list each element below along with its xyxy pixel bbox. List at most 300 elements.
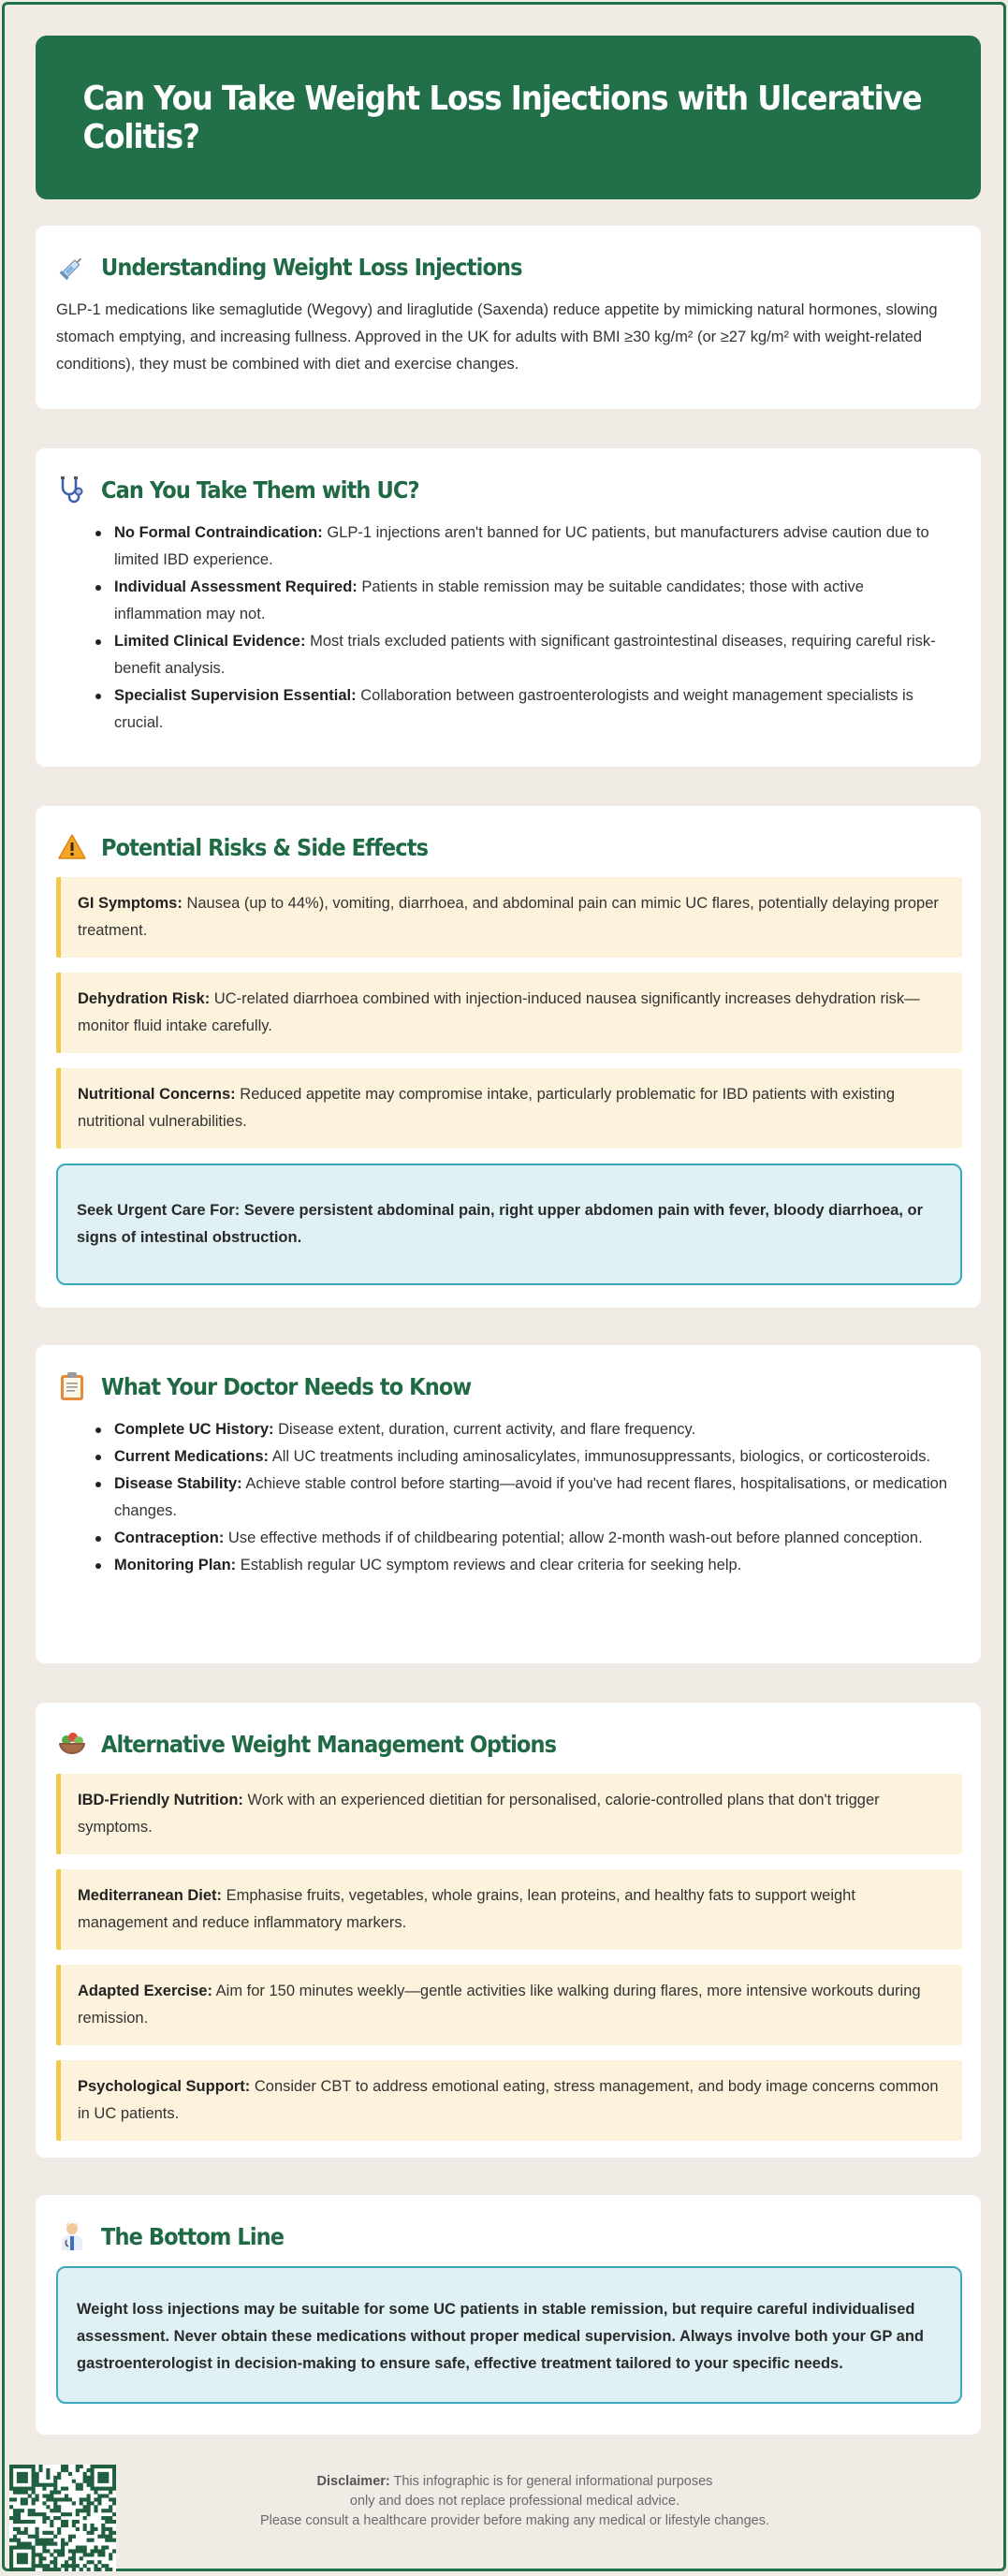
qr-module — [24, 2545, 28, 2549]
qr-module — [32, 2535, 36, 2539]
qr-module — [109, 2509, 112, 2512]
qr-module — [72, 2535, 76, 2539]
qr-module — [83, 2564, 87, 2568]
qr-module — [50, 2483, 53, 2487]
qr-module — [112, 2480, 116, 2483]
qr-module — [13, 2497, 17, 2501]
qr-module — [80, 2549, 83, 2553]
qr-module — [17, 2556, 21, 2560]
qr-module — [83, 2524, 87, 2527]
qr-module — [21, 2568, 24, 2571]
qr-module — [28, 2487, 32, 2491]
qr-module — [38, 2560, 42, 2564]
qr-module — [83, 2549, 87, 2553]
qr-module — [80, 2497, 83, 2501]
qr-module — [68, 2556, 72, 2560]
bullet-list — [56, 1416, 962, 1579]
option-callout: IBD-Friendly Nutrition: Work with an experienced dietitian for personalised, calorie-controlled plans that don't trigger symptoms. — [56, 1774, 962, 1854]
qr-module — [105, 2527, 109, 2531]
qr-module — [109, 2568, 112, 2571]
qr-module — [42, 2516, 46, 2520]
qr-module — [17, 2512, 21, 2516]
qr-module — [24, 2568, 28, 2571]
qr-module — [61, 2549, 65, 2553]
qr-module — [32, 2472, 36, 2476]
qr-module — [72, 2553, 76, 2556]
qr-module — [32, 2483, 36, 2487]
qr-module — [65, 2542, 68, 2546]
qr-module — [42, 2487, 46, 2491]
qr-module — [83, 2497, 87, 2501]
qr-module — [50, 2531, 53, 2535]
qr-module — [72, 2524, 76, 2527]
qr-module — [57, 2527, 61, 2531]
qr-module — [38, 2539, 42, 2542]
qr-module — [94, 2491, 97, 2495]
qr-module — [83, 2472, 87, 2476]
qr-module — [65, 2512, 68, 2516]
qr-module — [57, 2491, 61, 2495]
qr-module — [42, 2494, 46, 2497]
qr-module — [32, 2556, 36, 2560]
qr-module — [97, 2497, 101, 2501]
qr-module — [112, 2468, 116, 2472]
qr-module — [90, 2527, 94, 2531]
qr-module — [21, 2542, 24, 2546]
qr-module — [68, 2549, 72, 2553]
qr-module — [90, 2487, 94, 2491]
qr-module — [72, 2560, 76, 2564]
qr-module — [105, 2568, 109, 2571]
qr-module — [46, 2516, 50, 2520]
qr-module — [112, 2549, 116, 2553]
qr-module — [36, 2476, 39, 2480]
qr-module — [94, 2487, 97, 2491]
qr-module — [17, 2487, 21, 2491]
qr-module — [21, 2465, 24, 2468]
qr-module — [21, 2520, 24, 2524]
qr-module — [87, 2553, 91, 2556]
qr-module — [109, 2491, 112, 2495]
section-header — [56, 1366, 962, 1407]
qr-module — [17, 2560, 21, 2564]
qr-module — [76, 2520, 80, 2524]
qr-module — [90, 2465, 94, 2468]
qr-module — [109, 2505, 112, 2509]
qr-module — [94, 2545, 97, 2549]
qr-module — [65, 2568, 68, 2571]
qr-module — [90, 2476, 94, 2480]
qr-module — [13, 2516, 17, 2520]
qr-module — [76, 2487, 80, 2491]
qr-module — [112, 2476, 116, 2480]
qr-module — [76, 2483, 80, 2487]
qr-module — [68, 2512, 72, 2516]
qr-module — [9, 2553, 13, 2556]
qr-module — [21, 2497, 24, 2501]
page-title: Can You Take Weight Loss Injections with Ulcerative Colitis? — [82, 79, 922, 156]
qr-module — [46, 2476, 50, 2480]
qr-module — [21, 2487, 24, 2491]
bottom-line-box: Weight loss injections may be suitable for some UC patients in stable remission, but require careful individualised assessment. Never obtain these medications without proper medical supervision. Always involve both your GP and gastroenterologist in decision-making to ensure safe, effective treatment tailored to your specific needs. — [56, 2266, 962, 2404]
list-item: Specialist Supervision Essential: Collaboration between gastroenterologists and weight management specialists is crucial. — [90, 682, 953, 737]
qr-module — [90, 2560, 94, 2564]
qr-module — [36, 2564, 39, 2568]
qr-module — [53, 2542, 57, 2546]
list-item: Complete UC History: Disease extent, duration, current activity, and flare frequency. — [90, 1416, 953, 1443]
qr-module — [32, 2553, 36, 2556]
qr-module — [61, 2564, 65, 2568]
qr-module — [57, 2516, 61, 2520]
qr-module — [28, 2535, 32, 2539]
qr-module — [57, 2472, 61, 2476]
qr-module — [109, 2556, 112, 2560]
qr-module — [46, 2531, 50, 2535]
qr-module — [90, 2549, 94, 2553]
qr-module — [24, 2531, 28, 2535]
section-can-you-take — [36, 448, 981, 767]
qr-module — [53, 2483, 57, 2487]
qr-module — [101, 2545, 105, 2549]
qr-module — [36, 2480, 39, 2483]
qr-module — [94, 2509, 97, 2512]
qr-module — [90, 2531, 94, 2535]
section-body: GLP-1 medications like semaglutide (Wegovy) and liraglutide (Saxenda) reduce appetite by mimicking natural hormones, slowing stomach emptying, and increasing fullness. Approved in the UK for adults with BMI ≥30 kg/m² (or ≥27 kg/m² with weight-related conditions), they must be combined with diet and exercise changes. — [56, 301, 938, 373]
qr-module — [101, 2494, 105, 2497]
qr-module — [9, 2472, 13, 2476]
qr-module — [32, 2512, 36, 2516]
qr-module — [97, 2549, 101, 2553]
qr-module — [101, 2549, 105, 2553]
qr-module — [109, 2527, 112, 2531]
qr-module — [36, 2494, 39, 2497]
qr-module — [87, 2476, 91, 2480]
section-understanding — [36, 226, 981, 409]
qr-module — [76, 2465, 80, 2468]
qr-module — [57, 2497, 61, 2501]
qr-module — [53, 2549, 57, 2553]
qr-module — [36, 2553, 39, 2556]
qr-module — [112, 2531, 116, 2535]
qr-module — [42, 2483, 46, 2487]
qr-module — [42, 2568, 46, 2571]
qr-module — [24, 2491, 28, 2495]
qr-module — [32, 2560, 36, 2564]
qr-module — [65, 2494, 68, 2497]
qr-module — [24, 2497, 28, 2501]
qr-module — [94, 2549, 97, 2553]
qr-module — [38, 2553, 42, 2556]
qr-module — [87, 2505, 91, 2509]
qr-module — [38, 2483, 42, 2487]
qr-module — [24, 2472, 28, 2476]
qr-module — [50, 2553, 53, 2556]
section-title: The Bottom Line — [101, 2222, 285, 2250]
qr-module — [36, 2472, 39, 2476]
qr-module — [53, 2491, 57, 2495]
page-header — [36, 36, 981, 199]
qr-module — [9, 2556, 13, 2560]
qr-module — [42, 2539, 46, 2542]
qr-module — [46, 2494, 50, 2497]
qr-module — [17, 2553, 21, 2556]
section-title: Alternative Weight Management Options — [101, 1730, 557, 1758]
qr-module — [21, 2560, 24, 2564]
qr-module — [21, 2509, 24, 2512]
qr-module — [32, 2549, 36, 2553]
qr-module — [9, 2480, 13, 2483]
list-item: Current Medications: All UC treatments including aminosalicylates, immunosuppressants, biologics, or corticosteroids. — [90, 1443, 953, 1471]
qr-module — [42, 2556, 46, 2560]
qr-module — [38, 2564, 42, 2568]
qr-module — [24, 2465, 28, 2468]
section-title: Can You Take Them with UC? — [101, 476, 419, 504]
qr-module — [97, 2560, 101, 2564]
qr-module — [72, 2501, 76, 2505]
qr-module — [9, 2465, 13, 2468]
qr-module — [46, 2539, 50, 2542]
qr-module — [68, 2539, 72, 2542]
qr-module — [83, 2476, 87, 2480]
qr-module — [50, 2520, 53, 2524]
list-item: No Formal Contraindication: GLP-1 injections aren't banned for UC patients, but manufacturers advise caution due to limited IBD experience. — [90, 520, 953, 574]
qr-module — [21, 2556, 24, 2560]
qr-module — [87, 2539, 91, 2542]
qr-module — [13, 2509, 17, 2512]
qr-module — [90, 2553, 94, 2556]
qr-module — [28, 2512, 32, 2516]
urgent-care-alert: Seek Urgent Care For: Severe persistent abdominal pain, right upper abdomen pain with fever, bloody diarrhoea, or signs of intestinal obstruction. — [56, 1164, 962, 1285]
qr-module — [83, 2509, 87, 2512]
qr-module — [50, 2491, 53, 2495]
qr-module — [46, 2472, 50, 2476]
qr-module — [68, 2564, 72, 2568]
qr-module — [101, 2527, 105, 2531]
qr-module — [21, 2472, 24, 2476]
qr-module — [72, 2568, 76, 2571]
qr-module — [21, 2553, 24, 2556]
qr-module — [87, 2483, 91, 2487]
qr-module — [17, 2516, 21, 2520]
qr-code[interactable] — [9, 2465, 116, 2571]
qr-module — [65, 2487, 68, 2491]
qr-module — [32, 2480, 36, 2483]
warning-icon — [56, 831, 88, 863]
qr-module — [50, 2542, 53, 2546]
section-title: What Your Doctor Needs to Know — [101, 1372, 472, 1400]
qr-module — [101, 2509, 105, 2512]
qr-module — [83, 2505, 87, 2509]
section-title: Potential Risks & Side Effects — [101, 833, 429, 861]
qr-module — [13, 2465, 17, 2468]
qr-module — [53, 2501, 57, 2505]
clipboard-icon — [56, 1370, 88, 1402]
disclaimer: Disclaimer: This infographic is for general informational purposes only and does not replace professional medical advice. Please consult a healthcare provider before making any medical or lifestyle changes. — [259, 2474, 770, 2528]
qr-module — [112, 2465, 116, 2468]
salad-icon — [56, 1728, 88, 1760]
qr-module — [9, 2564, 13, 2568]
qr-module — [80, 2556, 83, 2560]
qr-module — [90, 2480, 94, 2483]
qr-module — [57, 2568, 61, 2571]
qr-module — [24, 2527, 28, 2531]
page-frame — [2, 2, 1006, 2571]
qr-module — [53, 2564, 57, 2568]
qr-module — [36, 2497, 39, 2501]
qr-module — [28, 2509, 32, 2512]
qr-module — [42, 2545, 46, 2549]
qr-module — [38, 2556, 42, 2560]
qr-module — [24, 2542, 28, 2546]
qr-module — [101, 2516, 105, 2520]
qr-module — [94, 2505, 97, 2509]
qr-module — [38, 2512, 42, 2516]
qr-module — [53, 2556, 57, 2560]
qr-module — [68, 2472, 72, 2476]
qr-module — [9, 2545, 13, 2549]
qr-module — [24, 2553, 28, 2556]
qr-module — [17, 2531, 21, 2535]
qr-module — [76, 2549, 80, 2553]
qr-module — [46, 2497, 50, 2501]
qr-module — [32, 2465, 36, 2468]
list-item: Monitoring Plan: Establish regular UC symptom reviews and clear criteria for seeking help. — [90, 1552, 953, 1579]
qr-module — [101, 2531, 105, 2535]
qr-module — [13, 2545, 17, 2549]
qr-module — [80, 2465, 83, 2468]
qr-module — [105, 2480, 109, 2483]
qr-module — [57, 2476, 61, 2480]
footer — [9, 2465, 1001, 2572]
qr-module — [13, 2535, 17, 2539]
qr-module — [105, 2545, 109, 2549]
qr-module — [90, 2539, 94, 2542]
qr-module — [24, 2520, 28, 2524]
qr-module — [105, 2465, 109, 2468]
qr-module — [109, 2465, 112, 2468]
risk-callout: Nutritional Concerns: Reduced appetite may compromise intake, particularly problematic for IBD patients with existing nutritional vulnerabilities. — [56, 1068, 962, 1149]
qr-module — [9, 2505, 13, 2509]
qr-module — [83, 2527, 87, 2531]
qr-module — [32, 2491, 36, 2495]
qr-module — [9, 2497, 13, 2501]
qr-module — [112, 2487, 116, 2491]
qr-module — [80, 2568, 83, 2571]
qr-module — [76, 2512, 80, 2516]
qr-module — [13, 2539, 17, 2542]
qr-module — [72, 2480, 76, 2483]
qr-module — [90, 2472, 94, 2476]
qr-module — [57, 2531, 61, 2535]
qr-module — [13, 2520, 17, 2524]
qr-module — [36, 2483, 39, 2487]
qr-module — [17, 2539, 21, 2542]
qr-module — [32, 2476, 36, 2480]
qr-module — [24, 2476, 28, 2480]
qr-module — [76, 2468, 80, 2472]
qr-module — [61, 2512, 65, 2516]
qr-module — [46, 2483, 50, 2487]
qr-module — [24, 2560, 28, 2564]
qr-module — [24, 2501, 28, 2505]
qr-module — [90, 2468, 94, 2472]
qr-module — [112, 2497, 116, 2501]
qr-module — [46, 2505, 50, 2509]
qr-module — [9, 2468, 13, 2472]
qr-module — [61, 2487, 65, 2491]
qr-module — [9, 2487, 13, 2491]
qr-module — [101, 2535, 105, 2539]
section-header — [56, 469, 962, 510]
qr-module — [112, 2539, 116, 2542]
section-doctor — [36, 1345, 981, 1663]
qr-module — [50, 2494, 53, 2497]
qr-module — [109, 2487, 112, 2491]
qr-module — [36, 2539, 39, 2542]
qr-module — [112, 2472, 116, 2476]
qr-module — [76, 2564, 80, 2568]
qr-module — [105, 2539, 109, 2542]
qr-module — [32, 2520, 36, 2524]
qr-module — [38, 2542, 42, 2546]
qr-module — [46, 2564, 50, 2568]
qr-module — [50, 2568, 53, 2571]
qr-module — [50, 2497, 53, 2501]
qr-module — [65, 2560, 68, 2564]
qr-module — [17, 2520, 21, 2524]
qr-module — [42, 2542, 46, 2546]
qr-module — [87, 2531, 91, 2535]
stethoscope-icon — [56, 474, 88, 505]
qr-module — [46, 2549, 50, 2553]
qr-module — [17, 2465, 21, 2468]
section-bottom-line — [36, 2195, 981, 2435]
qr-module — [105, 2520, 109, 2524]
qr-module — [97, 2465, 101, 2468]
qr-module — [112, 2501, 116, 2505]
qr-module — [105, 2487, 109, 2491]
qr-module — [72, 2520, 76, 2524]
qr-module — [57, 2505, 61, 2509]
qr-module — [17, 2480, 21, 2483]
qr-module — [72, 2564, 76, 2568]
qr-module — [76, 2545, 80, 2549]
qr-module — [32, 2487, 36, 2491]
qr-module — [87, 2480, 91, 2483]
qr-module — [87, 2501, 91, 2505]
qr-module — [24, 2480, 28, 2483]
qr-module — [97, 2553, 101, 2556]
qr-module — [53, 2480, 57, 2483]
list-item: Disease Stability: Achieve stable control before starting—avoid if you've had recent flares, hospitalisations, or medication changes. — [90, 1471, 953, 1525]
qr-module — [109, 2539, 112, 2542]
qr-module — [72, 2556, 76, 2560]
qr-module — [83, 2480, 87, 2483]
qr-module — [94, 2465, 97, 2468]
qr-module — [21, 2545, 24, 2549]
qr-module — [32, 2468, 36, 2472]
qr-module — [97, 2487, 101, 2491]
qr-module — [21, 2480, 24, 2483]
qr-module — [61, 2520, 65, 2524]
qr-module — [101, 2524, 105, 2527]
qr-module — [109, 2531, 112, 2535]
qr-module — [83, 2553, 87, 2556]
qr-module — [65, 2465, 68, 2468]
doctor-icon — [56, 2220, 88, 2252]
qr-module — [90, 2524, 94, 2527]
qr-module — [28, 2520, 32, 2524]
